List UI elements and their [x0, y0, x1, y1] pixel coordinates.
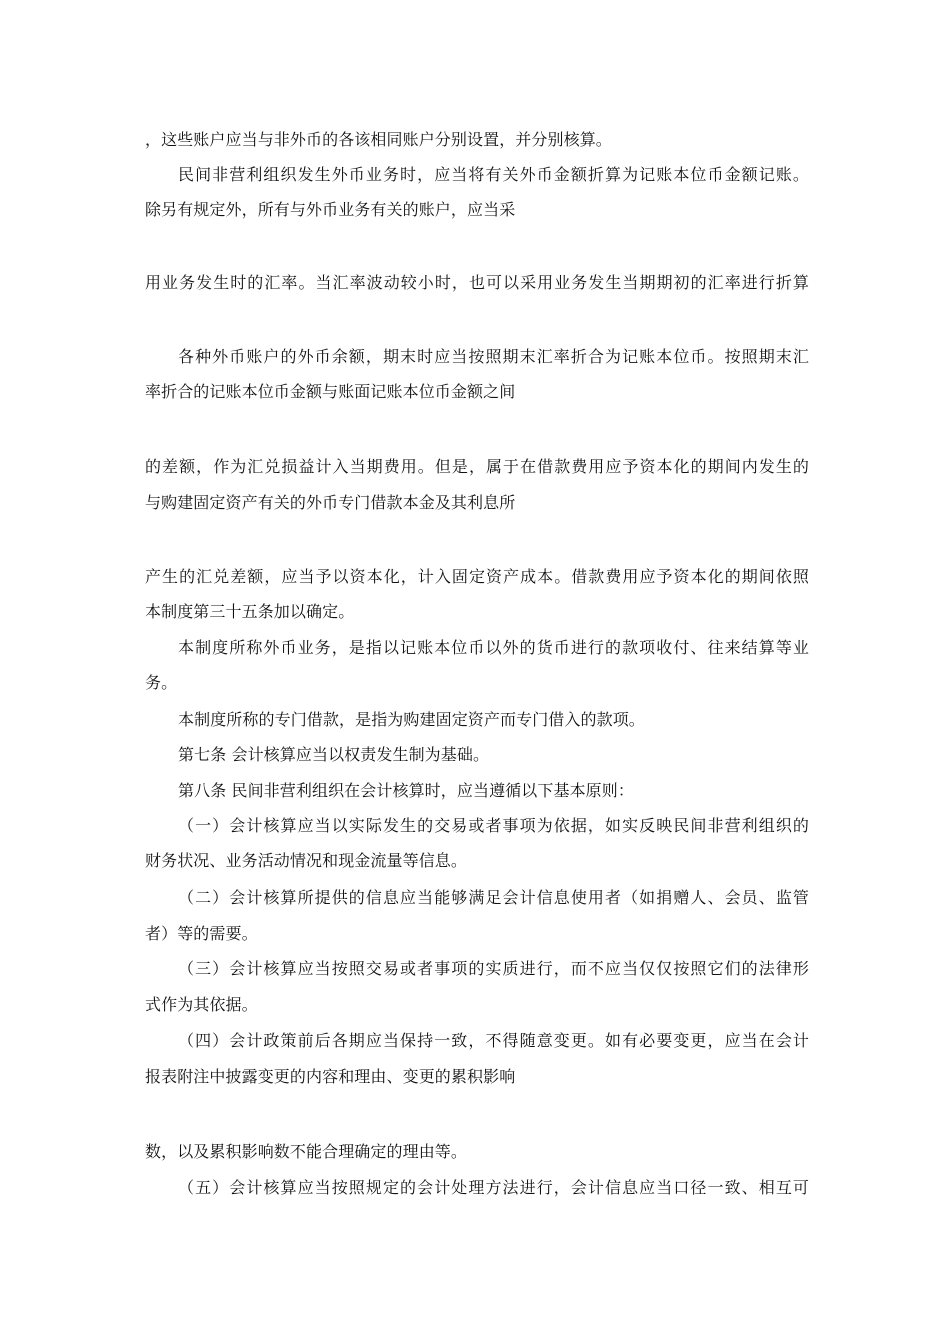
text-line: 率折合的记账本位币金额与账面记账本位币金额之间 [145, 382, 516, 401]
text-line: 本制度所称的专门借款，是指为购建固定资产而专门借入的款项。 [178, 710, 645, 729]
text-line: 者）等的需要。 [145, 924, 258, 943]
text-line: （三）会计核算应当按照交易或者事项的实质进行，而不应当仅仅按照它们的法律形 [178, 959, 809, 978]
text-line: 本制度所称外币业务，是指以记账本位币以外的货币进行的款项收付、往来结算等业 [178, 638, 809, 657]
text-line: 本制度第三十五条加以确定。 [145, 602, 355, 621]
text-line: 第八条 民间非营利组织在会计核算时，应当遵循以下基本原则： [178, 781, 634, 800]
text-line: 数，以及累积影响数不能合理确定的理由等。 [145, 1142, 468, 1161]
text-line: 各种外币账户的外币余额，期末时应当按照期末汇率折合为记账本位币。按照期末汇 [178, 347, 809, 366]
text-line: 式作为其依据。 [145, 995, 258, 1014]
text-line: 的差额，作为汇兑损益计入当期费用。但是，属于在借款费用应予资本化的期间内发生的 [145, 457, 809, 476]
text-line: （五）会计核算应当按照规定的会计处理方法进行，会计信息应当口径一致、相互可 [178, 1178, 809, 1197]
text-line: （一）会计核算应当以实际发生的交易或者事项为依据，如实反映民间非营利组织的 [178, 816, 809, 835]
text-line: 财务状况、业务活动情况和现金流量等信息。 [145, 851, 468, 870]
text-line: 产生的汇兑差额，应当予以资本化，计入固定资产成本。借款费用应予资本化的期间依照 [145, 567, 809, 586]
text-line: 报表附注中披露变更的内容和理由、变更的累积影响 [145, 1067, 516, 1086]
text-line: 除另有规定外，所有与外币业务有关的账户，应当采 [145, 200, 516, 219]
text-line: 与购建固定资产有关的外币专门借款本金及其利息所 [145, 493, 516, 512]
text-line: 用业务发生时的汇率。当汇率波动较小时，也可以采用业务发生当期期初的汇率进行折算 [145, 273, 809, 292]
text-line: （二）会计核算所提供的信息应当能够满足会计信息使用者（如捐赠人、会员、监管 [178, 888, 809, 907]
text-line: ，这些账户应当与非外币的各该相同账户分别设置，并分别核算。 [145, 130, 612, 149]
text-line: 民间非营利组织发生外币业务时，应当将有关外币金额折算为记账本位币金额记账。 [178, 165, 809, 184]
text-line: （四）会计政策前后各期应当保持一致，不得随意变更。如有必要变更，应当在会计 [178, 1031, 809, 1050]
text-line: 第七条 会计核算应当以权责发生制为基础。 [178, 745, 490, 764]
text-line: 务。 [145, 673, 178, 692]
